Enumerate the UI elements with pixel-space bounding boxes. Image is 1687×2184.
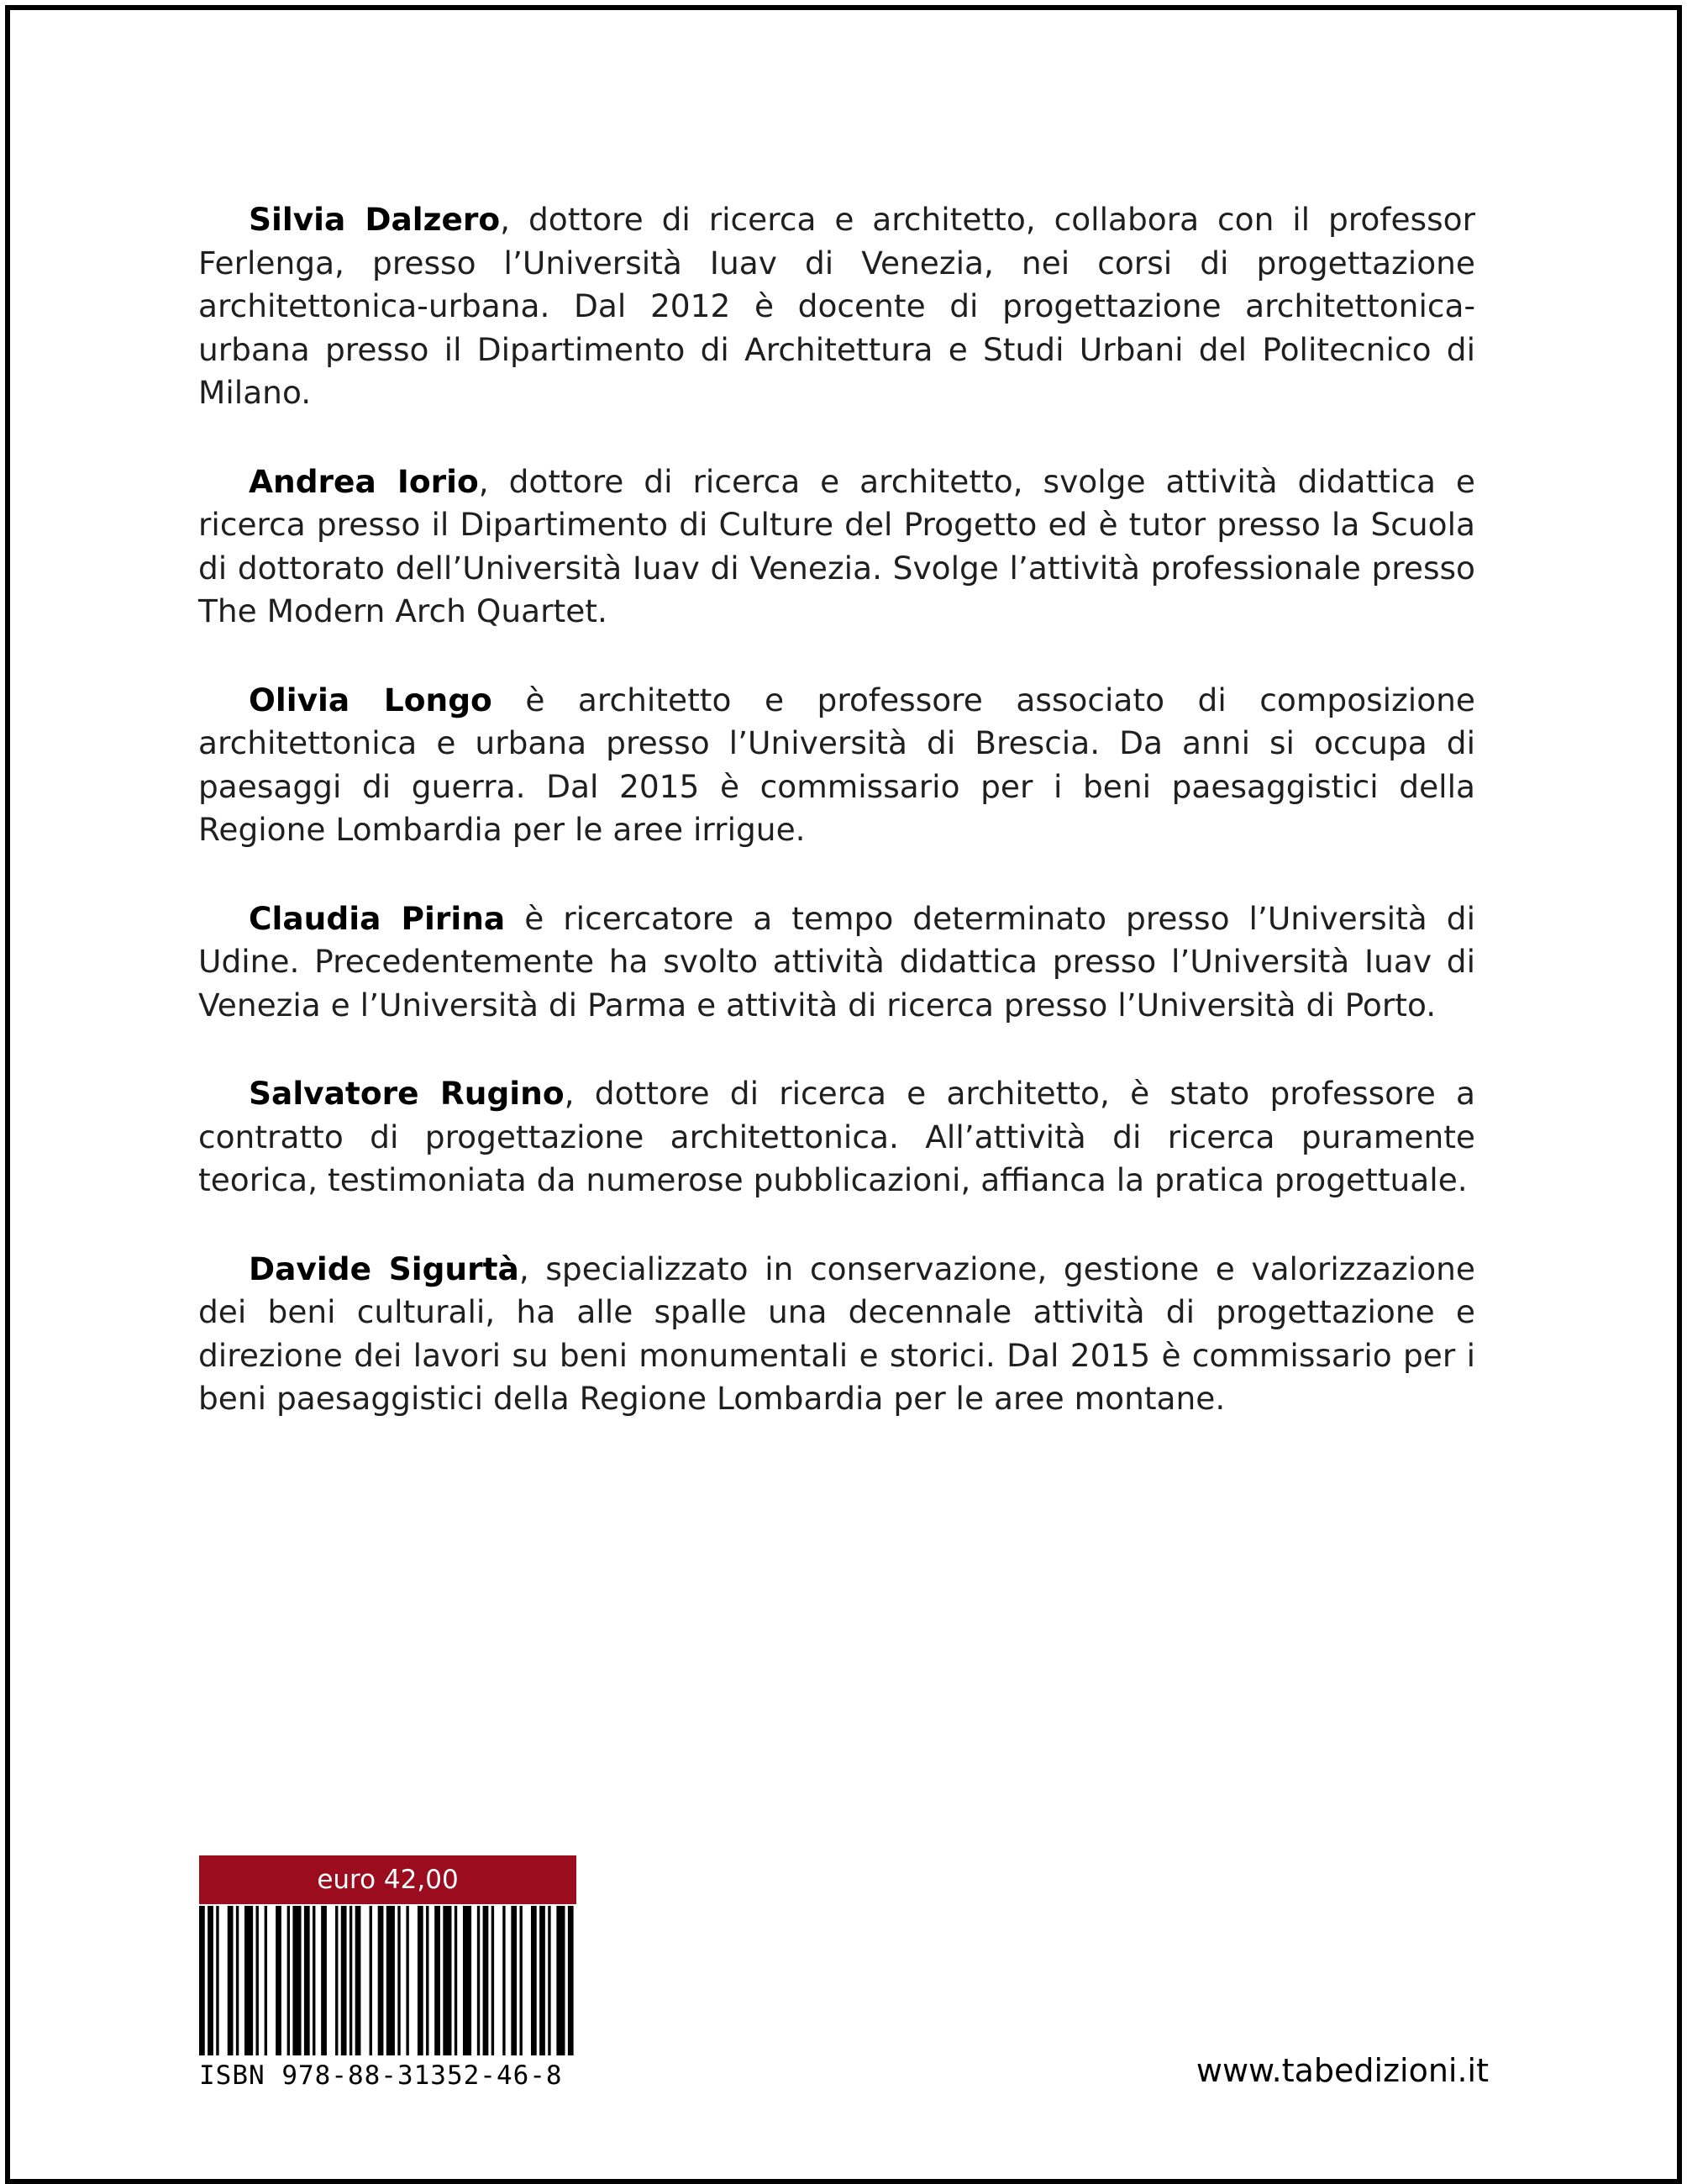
barcode-bar (355, 1906, 361, 2055)
barcode-bar (483, 1906, 489, 2055)
bio-silvia-dalzero (198, 198, 1475, 415)
author-name: Davide Sigurtà (249, 1250, 519, 1287)
barcode-bar (455, 1906, 457, 2055)
barcode-bar (313, 1906, 315, 2055)
barcode-bar (244, 1906, 253, 2055)
author-description: , dottore di ricerca e architetto, svolge attività didattica e ricerca presso il Dipartimento di Culture del Progetto ed è tutor presso la Scuola di dottorato dell’Università Iuav di Venezia. Svolge l’attività professionale presso The Modern Arch Quartet. (198, 462, 1475, 629)
barcode-bar (568, 1906, 574, 2055)
barcode-bar (370, 1906, 372, 2055)
barcode-bar (276, 1906, 281, 2055)
barcode-bar (539, 1906, 545, 2055)
bio-andrea-iorio (198, 460, 1475, 634)
author-name: Claudia Pirina (249, 899, 506, 937)
author-description: , dottore di ricerca e architetto, è stato professore a contratto di progettazione architettonica. All’attività di ricerca puramente teorica, testimoniata da numerose pubblicazioni, affianca la pratica progettuale. (198, 1075, 1475, 1198)
author-description: è architetto e professore associato di composizione architettonica e urbana presso l’Università di Brescia. Da anni si occupa di paesaggi di guerra. Dal 2015 è commissario per i beni paesaggistici della Regione Lombardia per le aree irrigue. (198, 681, 1475, 848)
barcode-bar (502, 1906, 505, 2055)
barcode-bar (406, 1906, 408, 2055)
barcode-bar (265, 1906, 267, 2055)
author-name: Silvia Dalzero (249, 201, 501, 238)
barcode-bar (548, 1906, 550, 2055)
bio-olivia-longo (198, 679, 1475, 852)
barcode-bar (386, 1906, 395, 2055)
barcode-bar (511, 1906, 517, 2055)
bio-salvatore-rugino (198, 1072, 1475, 1203)
barcode-bar (228, 1906, 234, 2055)
bio-davide-sigurta (198, 1248, 1475, 1421)
barcode-bar (397, 1906, 400, 2055)
author-description: , dottore di ricerca e architetto, collabora con il professor Ferlenga, presso l’Università Iuav di Venezia, nei corsi di progettazione architettonica-urbana. Dal 2012 è docente di progettazione architettonica-urbana presso il Dipartimento di Architettura e Studi Urbani del Politecnico di Milano. (198, 201, 1475, 411)
author-name: Andrea Iorio (249, 462, 479, 500)
barcode-bar (292, 1906, 301, 2055)
bio-claudia-pirina (198, 897, 1475, 1028)
isbn-number: ISBN 978-88-31352-46-8 (199, 2060, 563, 2091)
barcode-bar (378, 1906, 384, 2055)
author-name: Salvatore Rugino (249, 1075, 565, 1112)
barcode-bar (349, 1906, 352, 2055)
barcode-bar (216, 1906, 218, 2055)
barcode-bar (335, 1906, 338, 2055)
barcode (199, 1906, 576, 2055)
barcode-bar (256, 1906, 259, 2055)
author-description: è ricercatore a tempo determinato presso l’Università di Udine. Precedentemente ha svolto attività didattica presso l’Università Iuav di Venezia e l’Università di Parma e attività di ricerca presso l’Università di Porto. (198, 899, 1476, 1024)
barcode-bar (531, 1906, 537, 2055)
author-name: Olivia Longo (249, 681, 492, 718)
barcode-bar (491, 1906, 494, 2055)
author-description: , specializzato in conservazione, gestione e valorizzazione dei beni culturali, ha alle spalle una decennale attività di progettazione e direzione dei lavori su beni monumentali e storici. Dal 2015 è commissario per i beni paesaggistici della Regione Lombardia per le aree montane. (198, 1250, 1475, 1417)
barcode-bar (519, 1906, 522, 2055)
publisher-website: www.tabedizioni.it (1196, 2052, 1489, 2089)
barcode-bar (321, 1906, 327, 2055)
barcode-bar (199, 1906, 205, 2055)
barcode-bar (434, 1906, 440, 2055)
barcode-bar (463, 1906, 471, 2055)
barcode-bar (418, 1906, 423, 2055)
barcode-bar (477, 1906, 480, 2055)
barcode-bar (443, 1906, 451, 2055)
barcode-bar (556, 1906, 565, 2055)
price-label: euro 42,00 (199, 1855, 576, 1904)
author-bios (198, 198, 1475, 1466)
barcode-bar (236, 1906, 239, 2055)
barcode-bar (341, 1906, 347, 2055)
barcode-bar (426, 1906, 428, 2055)
barcode-bar (208, 1906, 213, 2055)
barcode-bar (304, 1906, 310, 2055)
barcode-bar (287, 1906, 290, 2055)
